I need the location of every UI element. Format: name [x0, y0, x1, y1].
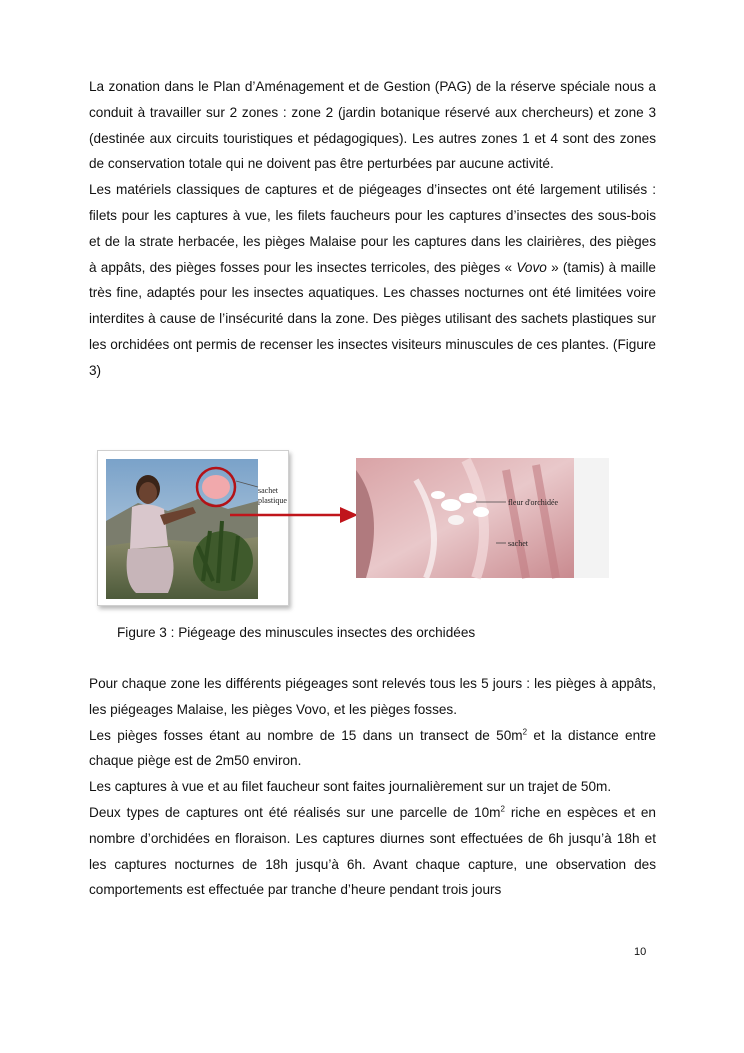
paragraph-materiels [89, 177, 656, 383]
label-sachet: sachet [508, 539, 528, 548]
paragraph-deux-types [89, 800, 656, 903]
pieges-fosses-part1: Les pièges fosses étant au nombre de 15 dans un transect de 50m [89, 727, 523, 743]
deux-types-part2: riche en espèces et en nombre d’orchidées en floraison. Les captures diurnes sont effectuées de 6h jusqu’à 18h et les captures nocturnes de 18h jusqu’à 6h. Avant chaque capture, une observation des comportements est effectuée par tranche d’heure pendant trois jours [89, 804, 656, 898]
photo-orchid-closeup [356, 450, 609, 616]
figure-photo-left [97, 450, 289, 606]
superscript-2-b: 2 [500, 804, 505, 814]
superscript-2-a: 2 [522, 727, 528, 737]
figure-photo-right [356, 450, 609, 616]
body-text-top [89, 74, 656, 384]
paragraph-captures-vue: Les captures à vue et au filet faucheur sont faites journalièrement sur un trajet de 50m. [89, 779, 612, 795]
figure-caption: Figure 3 : Piégeage des minuscules insectes des orchidées [117, 625, 476, 640]
paragraph-materiels-part1: Les matériels classiques de captures et de piégeages d’insectes ont été largement utilisés : filets pour les captures à vue, les filets faucheurs pour les captures d’insectes des sous-bois et de la strate herbacée, les pièges Malaise pour les captures dans les clairières, des pièges à appâts, des pièges fosses pour les insectes terricoles, des pièges « [89, 182, 656, 275]
paragraph-releves: Pour chaque zone les différents piégeages sont relevés tous les 5 jours : les pièges à appâts, les piégeages Malaise, les pièges Vovo, et les pièges fosses. [89, 676, 656, 717]
page-number: 10 [634, 946, 647, 958]
paragraph-materiels-part2: » (tamis) à maille très fine, adaptés pour les insectes aquatiques. Les chasses nocturnes ont été limitées voire interdites à cause de l’insécurité dans la zone. Des pièges utilisant des sachets plastiques sur les orchidées ont permis de recenser les insectes visiteurs minuscules de ces plantes. (Figure 3) [89, 259, 656, 378]
label-sachet-plastique-1: sachet [258, 486, 278, 495]
label-sachet-plastique-2: plastique [258, 496, 287, 505]
body-text-bottom [89, 671, 656, 903]
paragraph-pieges-fosses [89, 723, 656, 775]
photo-woman-orchid [98, 451, 288, 605]
vovo-italic: Vovo [516, 259, 547, 275]
pieges-fosses-part2: et la distance entre chaque piège est de 2m50 environ. [89, 727, 656, 769]
deux-types-part1: Deux types de captures ont été réalisés sur une parcelle de 10m [89, 804, 501, 820]
label-fleur-orchidee: fleur d'orchidée [508, 498, 559, 507]
paragraph-zonation: La zonation dans le Plan d’Aménagement et de Gestion (PAG) de la réserve spéciale nous a conduit à travailler sur 2 zones : zone 2 (jardin botanique réservé aux chercheurs) et zone 3 (destinée aux circuits touristiques et pédagogiques). Les autres zones 1 et 4 sont des zones de conservation totale qui ne doivent pas être perturbées par aucune activité. [89, 79, 656, 172]
